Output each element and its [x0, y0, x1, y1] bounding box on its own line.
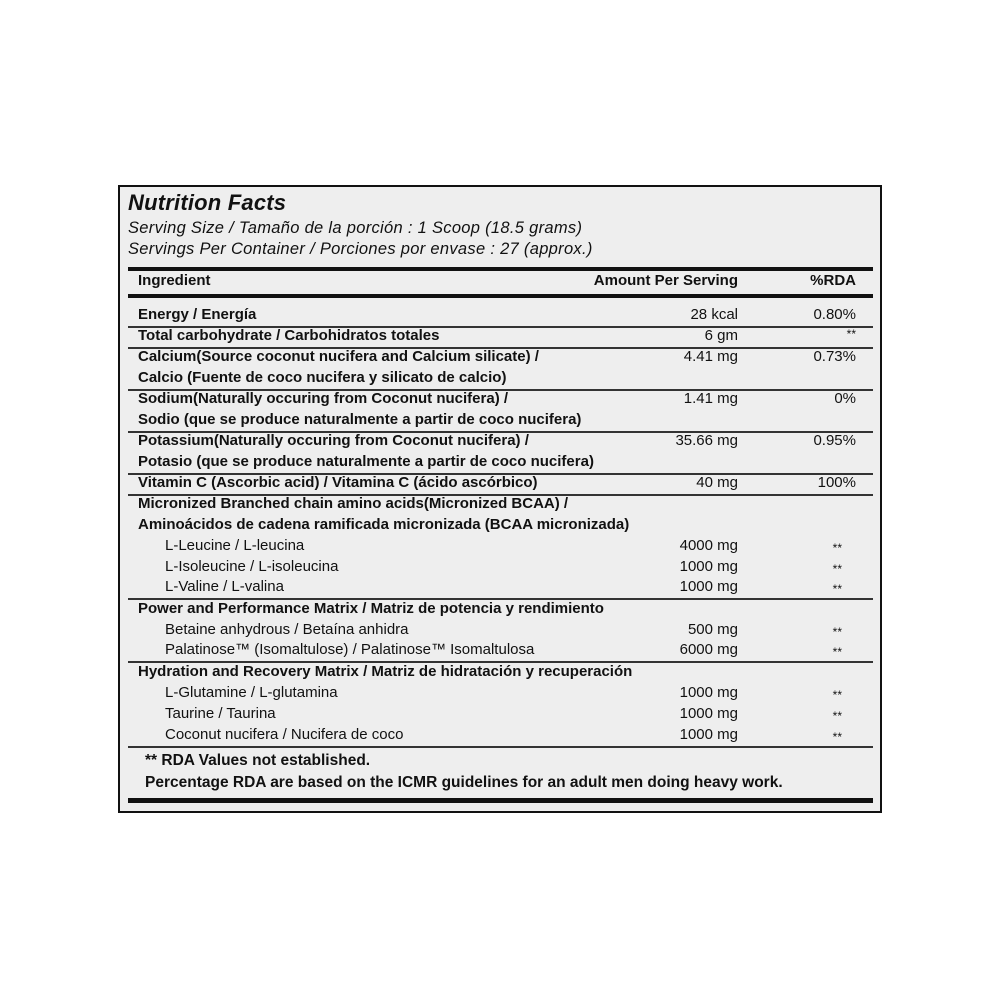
rda-value: **: [832, 645, 842, 659]
amount-value: 40 mg: [696, 474, 738, 491]
table-row: [120, 432, 880, 453]
ingredient-name: Palatinose™ (Isomaltulose) / Palatinose™ Isomaltulosa: [165, 641, 535, 658]
group-name: Aminoácidos de cadena ramificada micronizada (BCAA micronizada): [138, 516, 630, 533]
rda-value: 100%: [817, 474, 856, 491]
ingredient-name: Coconut nucifera / Nucifera de coco: [165, 726, 404, 743]
ingredient-name: Sodium(Naturally occuring from Coconut nucifera) /: [138, 390, 509, 407]
footnote-rda-not-established: ** RDA Values not established.: [145, 752, 371, 769]
ingredient-name: L-Glutamine / L-glutamina: [165, 684, 338, 701]
nutrition-facts-panel: [118, 185, 882, 813]
amount-value: 1000 mg: [679, 684, 738, 701]
table-row: [120, 306, 880, 327]
column-header-amount: Amount Per Serving: [593, 272, 738, 289]
group-name: Micronized Branched chain amino acids(Micronized BCAA) /: [138, 495, 569, 512]
group-name: Power and Performance Matrix / Matriz de potencia y rendimiento: [138, 600, 604, 617]
amount-value: 6 gm: [704, 327, 738, 344]
ingredient-name: L-Leucine / L-leucina: [165, 537, 305, 554]
rda-value: **: [832, 582, 842, 596]
amount-value: 4000 mg: [679, 537, 738, 554]
table-row: [120, 578, 880, 599]
group-heading: [120, 663, 880, 684]
footnote-icmr: Percentage RDA are based on the ICMR guidelines for an adult men doing heavy work.: [145, 774, 783, 791]
table-row: [120, 558, 880, 579]
amount-value: 1000 mg: [679, 726, 738, 743]
rda-value: **: [832, 688, 842, 702]
table-row: [120, 348, 880, 369]
ingredient-name: Taurine / Taurina: [165, 705, 276, 722]
ingredient-name: Potasio (que se produce naturalmente a partir de coco nucifera): [138, 453, 594, 470]
amount-value: 6000 mg: [679, 641, 738, 658]
table-row: [120, 684, 880, 705]
table-row: [120, 369, 880, 390]
table-row: [120, 641, 880, 662]
rda-value: **: [832, 562, 842, 576]
rda-value: **: [846, 327, 856, 341]
column-header-rda: %RDA: [810, 272, 856, 289]
table-row: [120, 705, 880, 726]
amount-value: 1.41 mg: [683, 390, 738, 407]
header-top-rule: [128, 267, 873, 271]
header-bottom-rule: [128, 294, 873, 298]
amount-value: 4.41 mg: [683, 348, 738, 365]
amount-value: 35.66 mg: [675, 432, 738, 449]
table-row: [120, 411, 880, 432]
ingredient-name: Total carbohydrate / Carbohidratos totales: [138, 327, 440, 344]
ingredient-name: Calcio (Fuente de coco nucifera y silicato de calcio): [138, 369, 507, 386]
column-header-ingredient: Ingredient: [138, 272, 211, 289]
table-row: [120, 726, 880, 747]
ingredient-name: L-Isoleucine / L-isoleucina: [165, 558, 339, 575]
rda-value: **: [832, 730, 842, 744]
bottom-rule: [128, 798, 873, 803]
rda-value: 0.95%: [813, 432, 856, 449]
panel-title: Nutrition Facts: [128, 190, 287, 215]
ingredient-name: Vitamin C (Ascorbic acid) / Vitamina C (ácido ascórbico): [138, 474, 538, 491]
rda-value: **: [832, 709, 842, 723]
amount-value: 1000 mg: [679, 558, 738, 575]
ingredient-name: Energy / Energía: [138, 306, 257, 323]
ingredient-name: L-Valine / L-valina: [165, 578, 284, 595]
table-row: [120, 327, 880, 348]
ingredient-name: Sodio (que se produce naturalmente a partir de coco nucifera): [138, 411, 582, 428]
table-row: [120, 453, 880, 474]
row-divider: [128, 746, 873, 748]
servings-per-container: Servings Per Container / Porciones por envase : 27 (approx.): [128, 240, 593, 258]
rda-value: 0%: [834, 390, 856, 407]
amount-value: 500 mg: [687, 621, 738, 638]
table-row: [120, 390, 880, 411]
amount-value: 1000 mg: [679, 578, 738, 595]
group-name: Hydration and Recovery Matrix / Matriz de hidratación y recuperación: [138, 663, 633, 680]
rda-value: 0.80%: [813, 306, 856, 323]
table-row: [120, 621, 880, 642]
serving-size: Serving Size / Tamaño de la porción : 1 Scoop (18.5 grams): [128, 219, 583, 237]
group-heading: [120, 495, 880, 516]
group-heading: [120, 516, 880, 537]
group-heading: [120, 600, 880, 621]
rda-value: 0.73%: [813, 348, 856, 365]
ingredient-name: Calcium(Source coconut nucifera and Calcium silicate) /: [138, 348, 539, 365]
ingredient-name: Potassium(Naturally occuring from Coconut nucifera) /: [138, 432, 529, 449]
rda-value: **: [832, 541, 842, 555]
ingredient-name: Betaine anhydrous / Betaína anhidra: [165, 621, 409, 638]
rda-value: **: [832, 625, 842, 639]
amount-value: 1000 mg: [679, 705, 738, 722]
table-row: [120, 537, 880, 558]
amount-value: 28 kcal: [690, 306, 738, 323]
table-row: [120, 474, 880, 495]
